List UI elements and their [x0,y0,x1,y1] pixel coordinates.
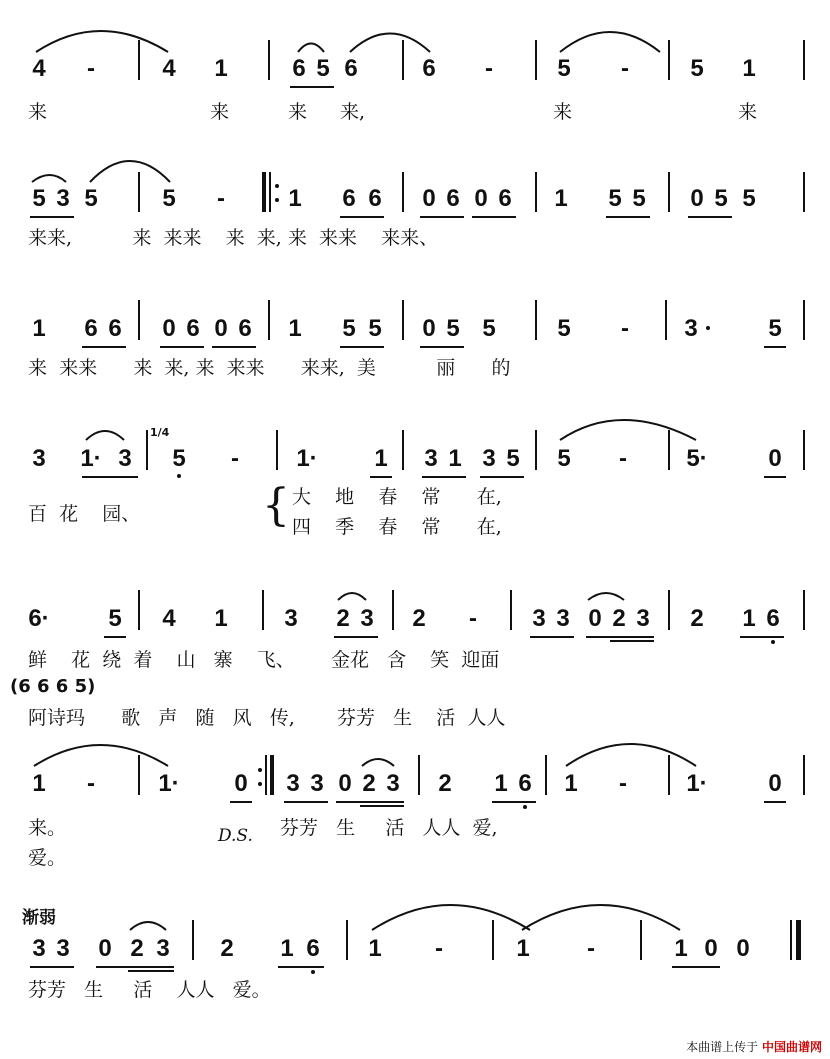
note: 1 [288,315,302,342]
note: 2 [690,605,704,632]
note: 6 [84,315,98,342]
note: 5 [316,55,330,82]
lyric-line: 来来, 来 来来 来 来, 来 来来 来来、 [28,227,439,249]
note: - [621,315,629,342]
lyric-line-1: 鲜 花 绕 着 山 寨 飞、 金花 含 笑 迎面 [28,649,500,671]
lyric-line: 芬芳 生 活 人人 爱。 [28,979,271,1001]
note: 6 [342,185,356,212]
note: 0 [422,185,436,212]
dal-segno-mark: D.S. [218,826,253,846]
note: 1 [494,770,508,797]
slur [566,744,696,766]
note: 1· [158,770,180,797]
slur [362,759,394,766]
note: 3 [532,605,546,632]
note: 4 [32,55,46,82]
note: 3 [482,445,496,472]
note: 0 [768,770,782,797]
alt-notes: (6 6 6 5) [10,676,96,697]
note: 4 [162,605,176,632]
note: 5 [506,445,520,472]
note: 5· [686,445,708,472]
lyric: 来 [210,101,230,123]
note: 6 [238,315,252,342]
note: 6 [766,605,780,632]
slur [560,420,696,440]
slur [34,745,168,766]
lyric-line: 百 花 园、 [28,503,141,525]
note: 6 [422,55,436,82]
note: 3 [32,445,46,472]
note: 5 [690,55,704,82]
slur [522,905,680,930]
note: 0 [98,935,112,962]
note: 3 [386,770,400,797]
note: - [587,935,595,962]
note: 1 [742,605,756,632]
note: 5 [108,605,122,632]
note: 3 [56,185,70,212]
note: 2 [220,935,234,962]
note: 3 [310,770,324,797]
note: 5 [162,185,176,212]
note: 3 [636,605,650,632]
slur [560,32,660,52]
lyric-verse-2: 四 季 春 常 在, [292,516,502,538]
note: 6 [344,55,358,82]
lyric-line-mid: 芬芳 生 活 人人 爱, [280,817,498,839]
note: 6 [306,935,320,962]
note: 5 [84,185,98,212]
note: - [87,770,95,797]
note: - [469,605,477,632]
lyric-verse-1: 大 地 春 常 在, [292,486,502,508]
lyric-line-1: 来。 [28,817,67,839]
note: 6 [368,185,382,212]
note: - [485,55,493,82]
note: 5 [557,315,571,342]
slur [32,175,66,182]
note: 1 [516,935,530,962]
slur [588,593,624,600]
note: 1 [448,445,462,472]
note: 6 [292,55,306,82]
note: - [87,55,95,82]
lyric-line-2: 爱。 [28,847,67,869]
note: 3 [118,445,132,472]
note: 5 [632,185,646,212]
note: 5 [557,445,571,472]
note: 5 [172,445,186,472]
note: - [435,935,443,962]
note: 0 [588,605,602,632]
note: 2 [130,935,144,962]
slur [372,905,530,930]
note: 5 [32,185,46,212]
note: - [619,445,627,472]
note: 2 [336,605,350,632]
note: 1 [214,55,228,82]
note: 1 [32,315,46,342]
lyric: 来 [288,101,308,123]
note: 3 [360,605,374,632]
site-logo[interactable]: 中国曲谱网 [761,1040,822,1054]
note: 2 [612,605,626,632]
note: 5 [368,315,382,342]
note: 1 [374,445,388,472]
note: 5 [714,185,728,212]
note: 5 [768,315,782,342]
lyric-line-2: 阿诗玛 歌 声 随 风 传, 芬芳 生 活 人人 [28,707,506,729]
slur [36,31,168,52]
note: 6 [108,315,122,342]
note: 1 [32,770,46,797]
footer-upload-text: 本曲谱上传于 [686,1040,759,1054]
note: 5 [557,55,571,82]
slur [338,593,366,600]
lyric: 来, [340,101,366,123]
note: 1 [368,935,382,962]
slur [350,34,430,53]
slur [298,44,324,53]
note: 6 [498,185,512,212]
note: 3 [32,935,46,962]
note: 0 [234,770,248,797]
slur [130,922,166,930]
note: 5 [446,315,460,342]
note: 5 [482,315,496,342]
note: 1· [686,770,708,797]
note: 2 [362,770,376,797]
note: 3 [684,315,698,342]
note: 5 [742,185,756,212]
lyric: 来 [738,101,758,123]
note: 3 [56,935,70,962]
note: 5 [608,185,622,212]
note: 5 [342,315,356,342]
note: 1 [280,935,294,962]
note: 6· [28,605,50,632]
note: 0 [214,315,228,342]
note: 6 [186,315,200,342]
note: 1· [80,445,102,472]
note: 0 [704,935,718,962]
note: 0 [736,935,750,962]
note: 3 [284,605,298,632]
footer [686,1038,822,1055]
note: 3 [286,770,300,797]
note: 0 [162,315,176,342]
note: 1 [288,185,302,212]
note: - [217,185,225,212]
note: 1· [296,445,318,472]
note: 3 [424,445,438,472]
note: 2 [438,770,452,797]
note: 2 [412,605,426,632]
note: 3 [156,935,170,962]
note: 1 [742,55,756,82]
note: - [621,55,629,82]
lyric: 来 [553,101,573,123]
note: 1 [214,605,228,632]
time-signature: 1/4 [150,426,170,439]
lyric: 来 [28,101,48,123]
tempo-mark: 渐弱 [22,908,56,928]
note: 1 [554,185,568,212]
note: 0 [690,185,704,212]
note: 6 [518,770,532,797]
note: 3 [556,605,570,632]
note: 0 [338,770,352,797]
slur [86,431,124,440]
note: 0 [768,445,782,472]
note: 6 [446,185,460,212]
note: - [231,445,239,472]
note: 1 [564,770,578,797]
note: - [619,770,627,797]
verse-brace: { [262,480,290,531]
note: 0 [474,185,488,212]
note: 1 [674,935,688,962]
note: 4 [162,55,176,82]
note: 0 [422,315,436,342]
lyric-line: 来 来来 来 来, 来 来来 来来, 美 丽 的 [28,357,511,379]
slur [90,161,170,182]
